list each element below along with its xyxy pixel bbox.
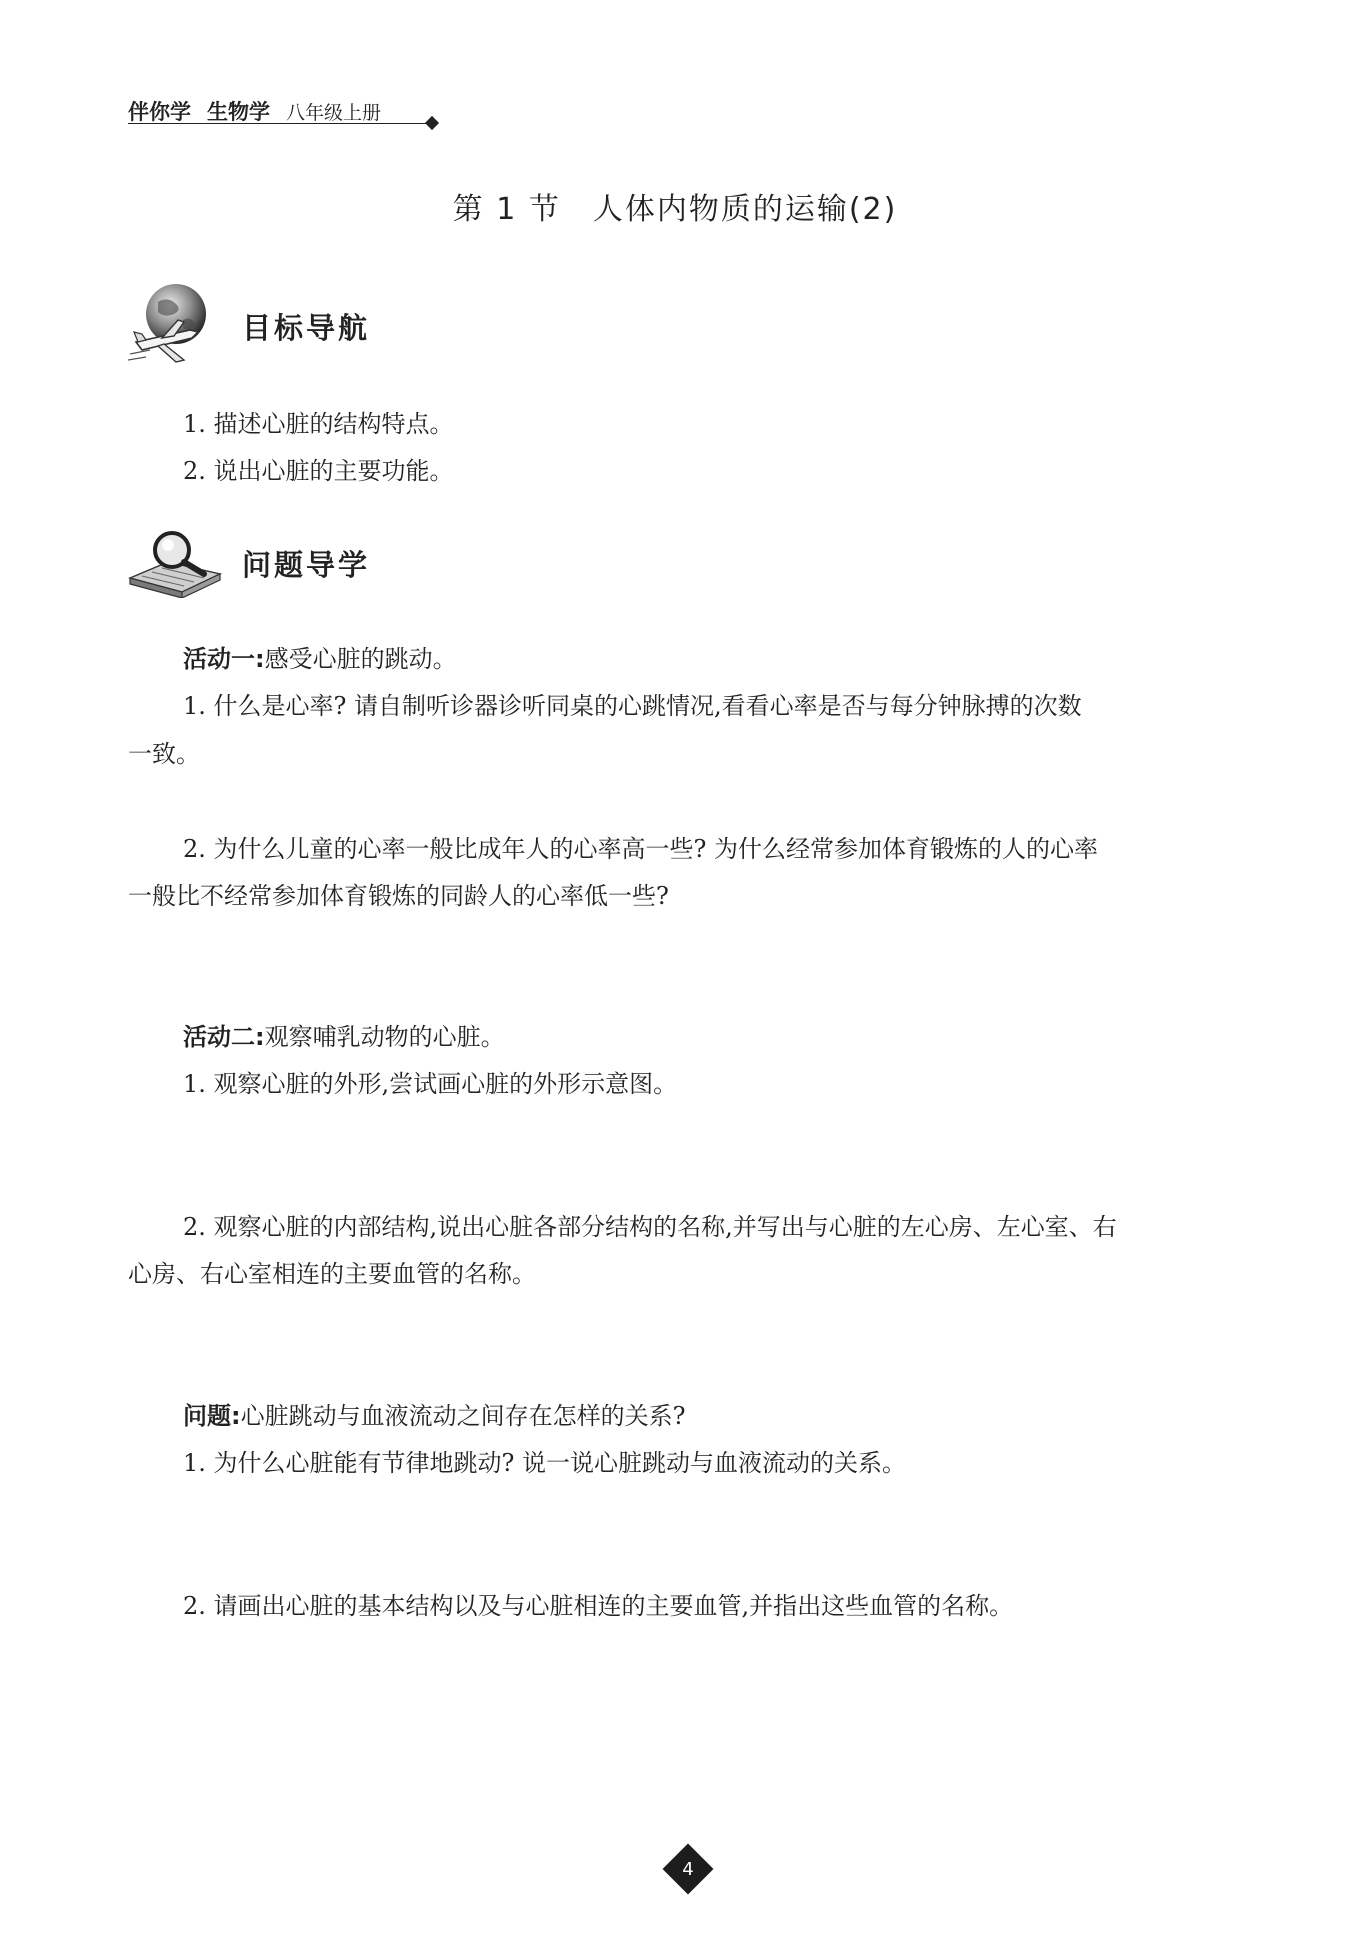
problem-text: 心脏跳动与血液流动之间存在怎样的关系? [240,1402,686,1430]
running-header [128,96,381,126]
goal-item-1: 1. 描述心脏的结构特点。 [183,410,454,438]
goal-item-2: 2. 说出心脏的主要功能。 [183,457,454,485]
section-title: 第 1 节 人体内物质的运输(2) [452,192,898,227]
activity1-question-1-line-2: 一致。 [128,740,200,768]
activity2-question-1: 1. 观察心脏的外形,尝试画心脏的外形示意图。 [183,1070,678,1098]
problem-title [183,1404,685,1428]
activity1-question-2-line-1: 2. 为什么儿童的心率一般比成年人的心率高一些? 为什么经常参加体育锻炼的人的心率 [183,835,1099,863]
activity2-label: 活动二: [183,1023,265,1051]
problem-question-2: 2. 请画出心脏的基本结构以及与心脏相连的主要血管,并指出这些血管的名称。 [183,1592,1014,1620]
activity2-text: 观察哺乳动物的心脏。 [264,1023,505,1051]
activity1-label: 活动一: [183,645,265,673]
problem-label: 问题: [183,1402,241,1430]
activity2-title [183,1025,505,1049]
header-grade: 八年级上册 [286,102,382,124]
activity2-question-2-line-2: 心房、右心室相连的主要血管的名称。 [128,1260,536,1288]
header-diamond [425,116,439,130]
goals-heading-label: 目标导航 [242,310,371,345]
activity1-question-1-line-1: 1. 什么是心率? 请自制听诊器诊听同桌的心跳情况,看看心率是否与每分钟脉搏的次数 [183,692,1082,720]
page-number-badge [662,1843,714,1895]
activity1-text: 感受心脏的跳动。 [264,645,457,673]
activity1-question-2-line-2: 一般比不经常参加体育锻炼的同龄人的心率低一些? [128,882,669,910]
problem-question-1: 1. 为什么心脏能有节律地跳动? 说一说心脏跳动与血液流动的关系。 [183,1449,907,1477]
globe-airplane-icon [128,280,224,372]
magnifier-book-icon [128,528,224,598]
page-number: 4 [682,1858,694,1880]
activity1-title [183,647,457,671]
questions-heading [128,528,370,598]
activity2-question-2-line-1: 2. 观察心脏的内部结构,说出心脏各部分结构的名称,并写出与心脏的左心房、左心室、右 [183,1213,1117,1241]
goals-heading [128,280,370,372]
questions-heading-label: 问题导学 [242,547,371,582]
header-subject: 生物学 [207,100,270,124]
header-series: 伴你学 [128,100,191,124]
header-rule [128,123,430,124]
